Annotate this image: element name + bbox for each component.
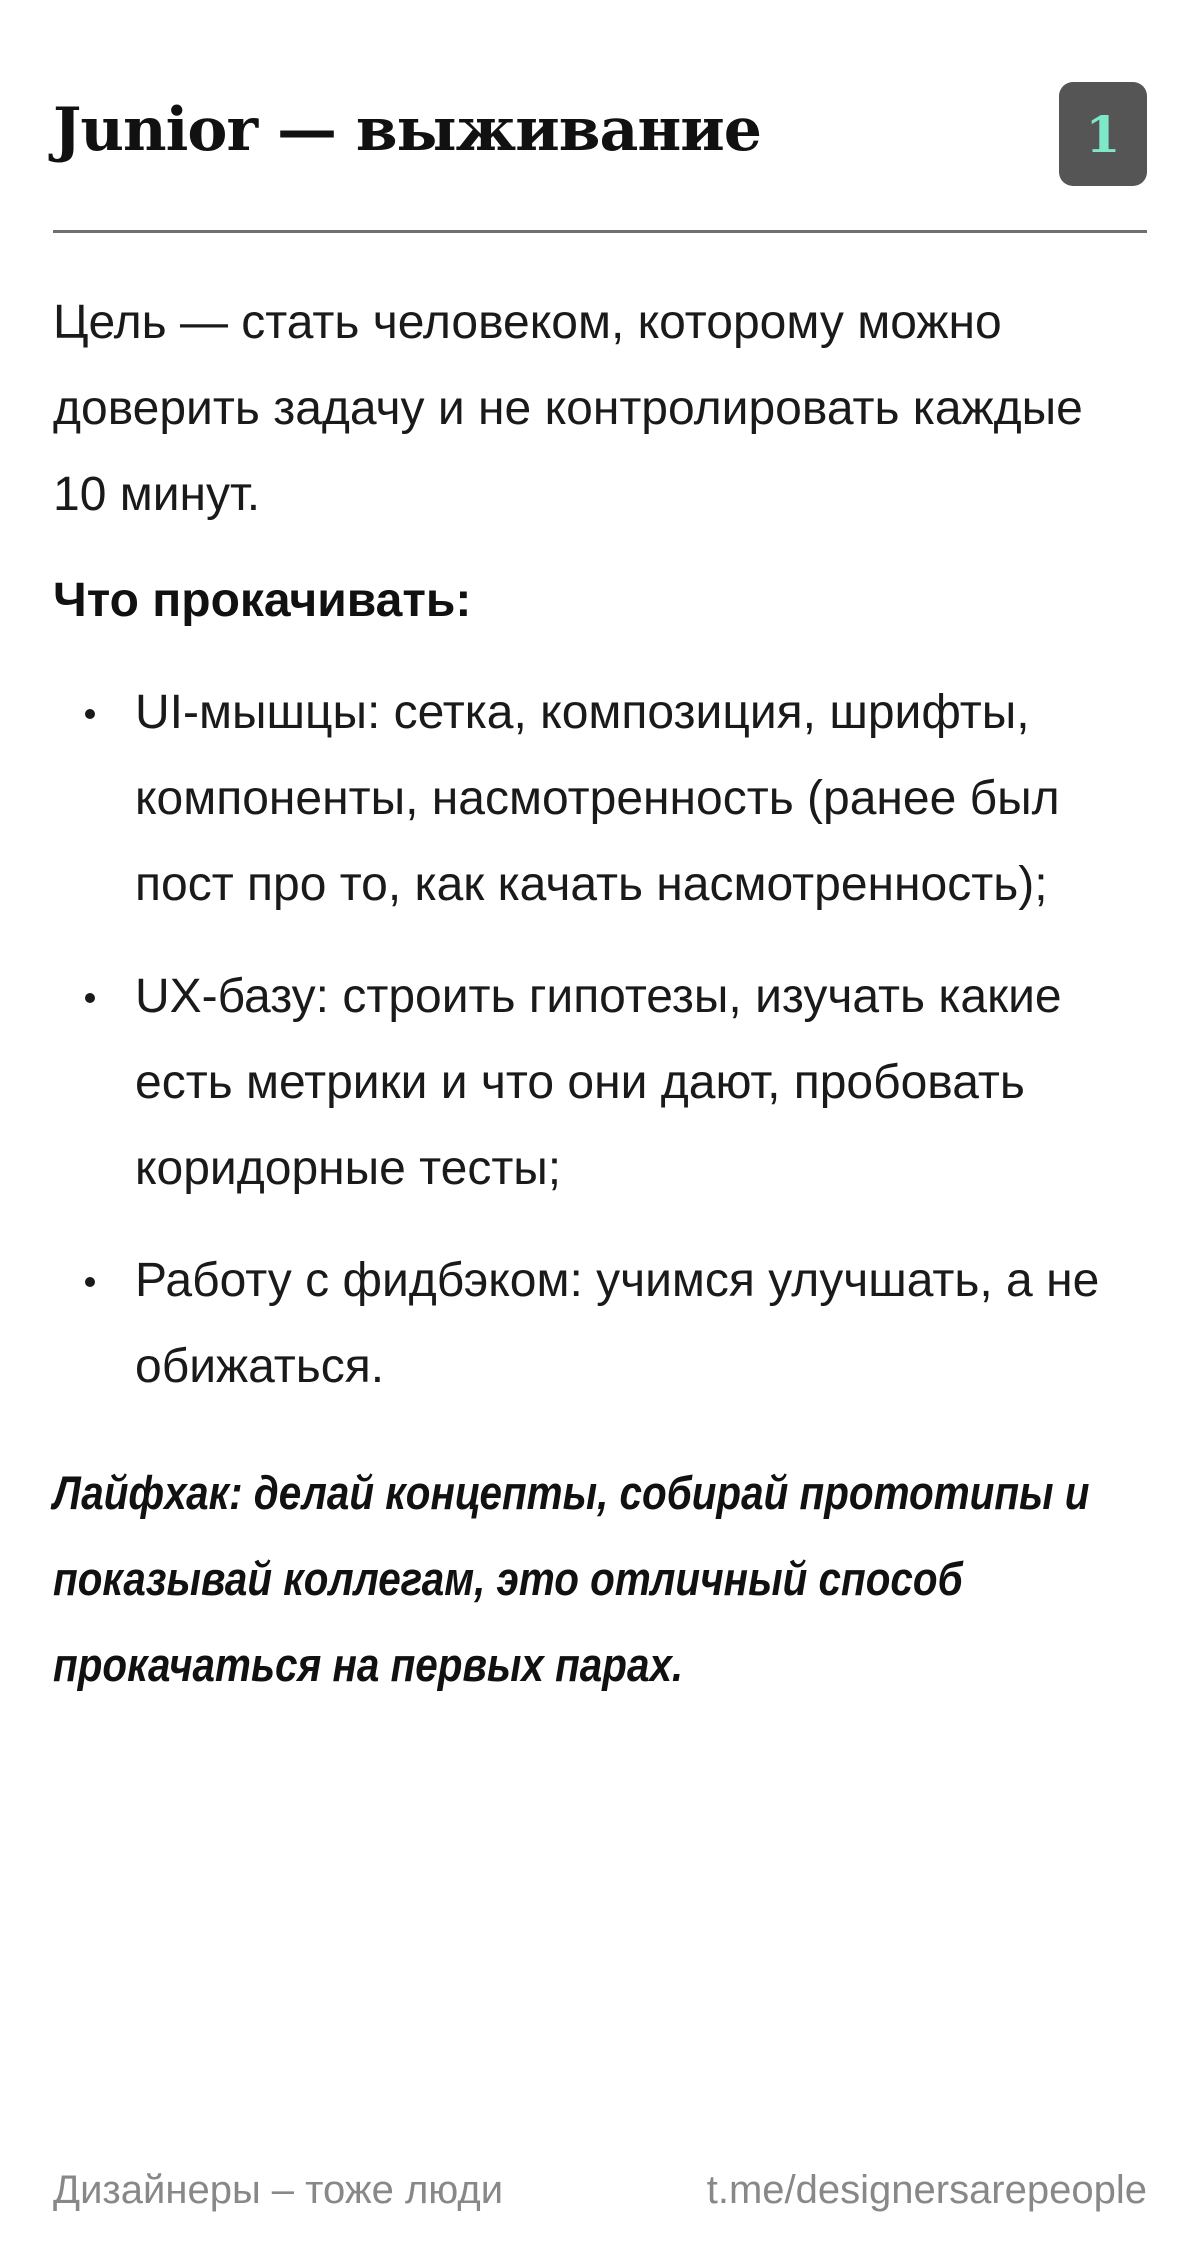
page-footer [53,2160,1147,2220]
lifehack-tip: Лайфхак: делай концепты, собирай прототипы и показывай коллегам, это отличный способ прокачаться на первых парах. [53,1466,1090,1691]
list-item-text: UX-базу: строить гипотезы, изучать какие есть метрики и что они дают, пробовать коридорные тесты; [135,970,1062,1195]
bullet-icon [85,993,95,1003]
list-item [53,954,1147,1212]
page-title: Junior — выживание [53,95,761,165]
list-item [53,670,1147,928]
footer-channel-link[interactable]: t.me/designersarepeople [706,2168,1147,2212]
bullet-icon [85,1277,95,1287]
page-number-badge [1059,82,1147,186]
footer-channel-name: Дизайнеры – тоже люди [53,2168,504,2212]
main-content [53,280,1147,1708]
bullet-list [53,670,1147,1410]
page-number: 1 [1085,104,1121,164]
page-header [53,80,1147,233]
list-item-text: Работу с фидбэком: учимся улучшать, а не обижаться. [135,1254,1100,1393]
list-item-text: UI-мышцы: сетка, композиция, шрифты, компоненты, насмотренность (ранее был пост про то, как качать насмотренность); [135,686,1060,911]
bullet-icon [85,709,95,719]
intro-paragraph: Цель — стать человеком, которому можно доверить задачу и не контролировать каждые 10 минут. [53,296,1083,521]
list-item [53,1238,1147,1410]
section-heading: Что прокачивать: [53,574,472,627]
